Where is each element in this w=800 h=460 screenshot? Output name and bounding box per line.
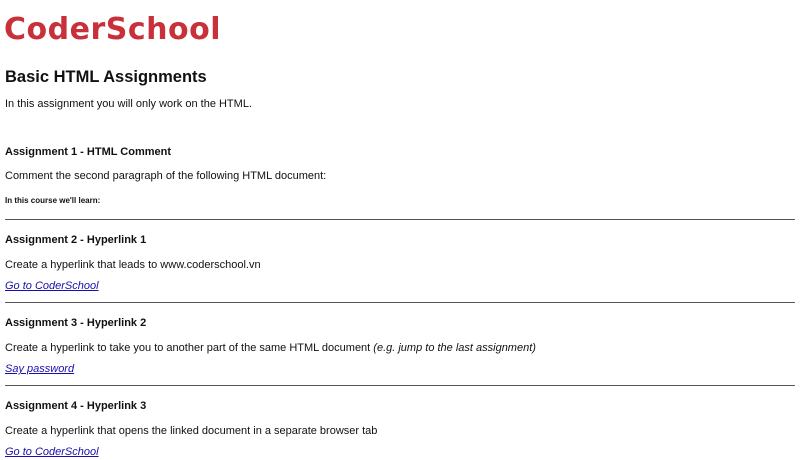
assignment-3-description-note: (e.g. jump to the last assignment) [373, 342, 536, 354]
assignment-4-title: Assignment 4 - Hyperlink 3 [5, 400, 147, 412]
say-password-link[interactable]: Say password [5, 363, 75, 375]
assignment-1-title: Assignment 1 - HTML Comment [5, 146, 172, 158]
assignment-4-description: Create a hyperlink that opens the linked document in a separate browser tab [5, 425, 378, 437]
assignment-2-description: Create a hyperlink that leads to www.coderschool.vn [5, 259, 261, 271]
assignment-1-course-heading: In this course we'll learn: [5, 196, 101, 205]
logo-text: CoderSchool [4, 12, 221, 47]
page-title: Basic HTML Assignments [5, 68, 207, 86]
divider [5, 385, 795, 386]
assignment-3-title: Assignment 3 - Hyperlink 2 [5, 317, 147, 329]
assignment-2-title: Assignment 2 - Hyperlink 1 [5, 234, 147, 246]
assignment-3-description-text: Create a hyperlink to take you to another part of the same HTML document [5, 342, 371, 354]
divider [5, 302, 795, 303]
go-to-coderschool-new-tab-link[interactable]: Go to CoderSchool [5, 446, 99, 458]
divider [5, 219, 795, 220]
coderschool-logo [4, 10, 221, 50]
intro-text: In this assignment you will only work on the HTML. [5, 98, 252, 110]
assignment-3-description [5, 340, 536, 356]
go-to-coderschool-link[interactable]: Go to CoderSchool [5, 280, 99, 292]
assignment-1-description: Comment the second paragraph of the following HTML document: [5, 170, 327, 182]
